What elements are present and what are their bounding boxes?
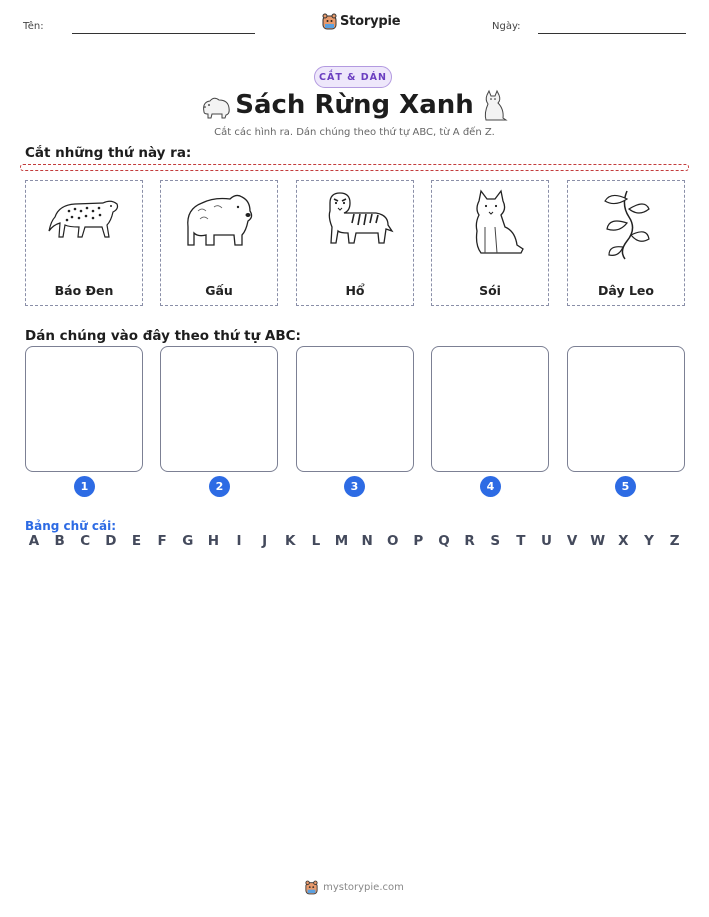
- activity-badge: CẮT & DÁN: [314, 66, 392, 88]
- alphabet-letter: Y: [644, 533, 654, 549]
- storypie-mascot-icon: [305, 880, 318, 895]
- brand-name: Storypie: [340, 14, 401, 29]
- alphabet-letter: O: [387, 533, 399, 549]
- alphabet-letter: Z: [669, 533, 680, 549]
- card-label: Dây Leo: [598, 283, 654, 298]
- order-number-3: 3: [344, 476, 365, 497]
- alphabet-letter: J: [262, 533, 268, 549]
- vine-icon: [587, 187, 667, 261]
- alphabet-letter: R: [464, 533, 475, 549]
- alphabet-heading: Bảng chữ cái:: [25, 519, 117, 533]
- paste-box-3[interactable]: [296, 346, 414, 472]
- card-label: Sói: [479, 283, 501, 298]
- alphabet-letter: G: [182, 533, 194, 549]
- bear-icon: [180, 187, 260, 251]
- order-number-2: 2: [209, 476, 230, 497]
- paste-box-4[interactable]: [431, 346, 549, 472]
- leopard-icon: [45, 187, 125, 247]
- card-label: Gấu: [205, 283, 233, 298]
- order-number-5: 5: [615, 476, 636, 497]
- cut-card-tiger[interactable]: [296, 180, 414, 306]
- alphabet-letter: H: [207, 533, 220, 549]
- alphabet-letter: C: [80, 533, 91, 549]
- page-title: Sách Rừng Xanh: [235, 90, 474, 120]
- cut-heading: Cắt những thứ này ra:: [25, 145, 192, 161]
- name-label: Tên:: [23, 21, 44, 32]
- paste-box-5[interactable]: [567, 346, 685, 472]
- card-label: Hổ: [345, 283, 365, 298]
- alphabet-row: [25, 533, 684, 549]
- alphabet-letter: K: [285, 533, 296, 549]
- brand-logo: [322, 13, 400, 30]
- name-line[interactable]: [72, 33, 255, 34]
- wolf-sitting-icon: [478, 89, 510, 123]
- cut-guide-line: [20, 164, 689, 171]
- cut-card-leopard[interactable]: [25, 180, 143, 306]
- alphabet-letter: A: [28, 533, 40, 549]
- card-label: Báo Đen: [54, 283, 114, 298]
- alphabet-letter: L: [311, 533, 321, 549]
- paste-heading: Dán chúng vào đây theo thứ tự ABC:: [25, 328, 301, 344]
- alphabet-letter: E: [131, 533, 142, 549]
- alphabet-letter: X: [618, 533, 629, 549]
- footer: [0, 880, 709, 895]
- cut-card-bear[interactable]: [160, 180, 278, 306]
- alphabet-letter: W: [590, 533, 606, 549]
- alphabet-letter: F: [157, 533, 167, 549]
- alphabet-letter: M: [334, 533, 349, 549]
- date-label: Ngày:: [492, 21, 521, 32]
- wolf-icon: [451, 187, 531, 259]
- alphabet-letter: T: [516, 533, 526, 549]
- order-number-4: 4: [480, 476, 501, 497]
- alphabet-letter: D: [105, 533, 117, 549]
- alphabet-letter: N: [361, 533, 373, 549]
- alphabet-letter: S: [490, 533, 501, 549]
- alphabet-letter: P: [413, 533, 424, 549]
- alphabet-letter: U: [541, 533, 552, 549]
- order-number-1: 1: [74, 476, 95, 497]
- instructions: Cắt các hình ra. Dán chúng theo thứ tự ABC, từ A đến Z.: [214, 127, 495, 138]
- paste-box-1[interactable]: [25, 346, 143, 472]
- cut-card-vine[interactable]: [567, 180, 685, 306]
- paste-box-2[interactable]: [160, 346, 278, 472]
- tiger-icon: [316, 187, 396, 249]
- alphabet-letter: I: [236, 533, 242, 549]
- storypie-mascot-icon: [322, 13, 337, 30]
- date-line[interactable]: [538, 33, 686, 34]
- footer-url[interactable]: mystorypie.com: [323, 882, 404, 893]
- cut-card-wolf[interactable]: [431, 180, 549, 306]
- alphabet-letter: Q: [438, 533, 450, 549]
- alphabet-letter: B: [54, 533, 65, 549]
- alphabet-letter: V: [566, 533, 578, 549]
